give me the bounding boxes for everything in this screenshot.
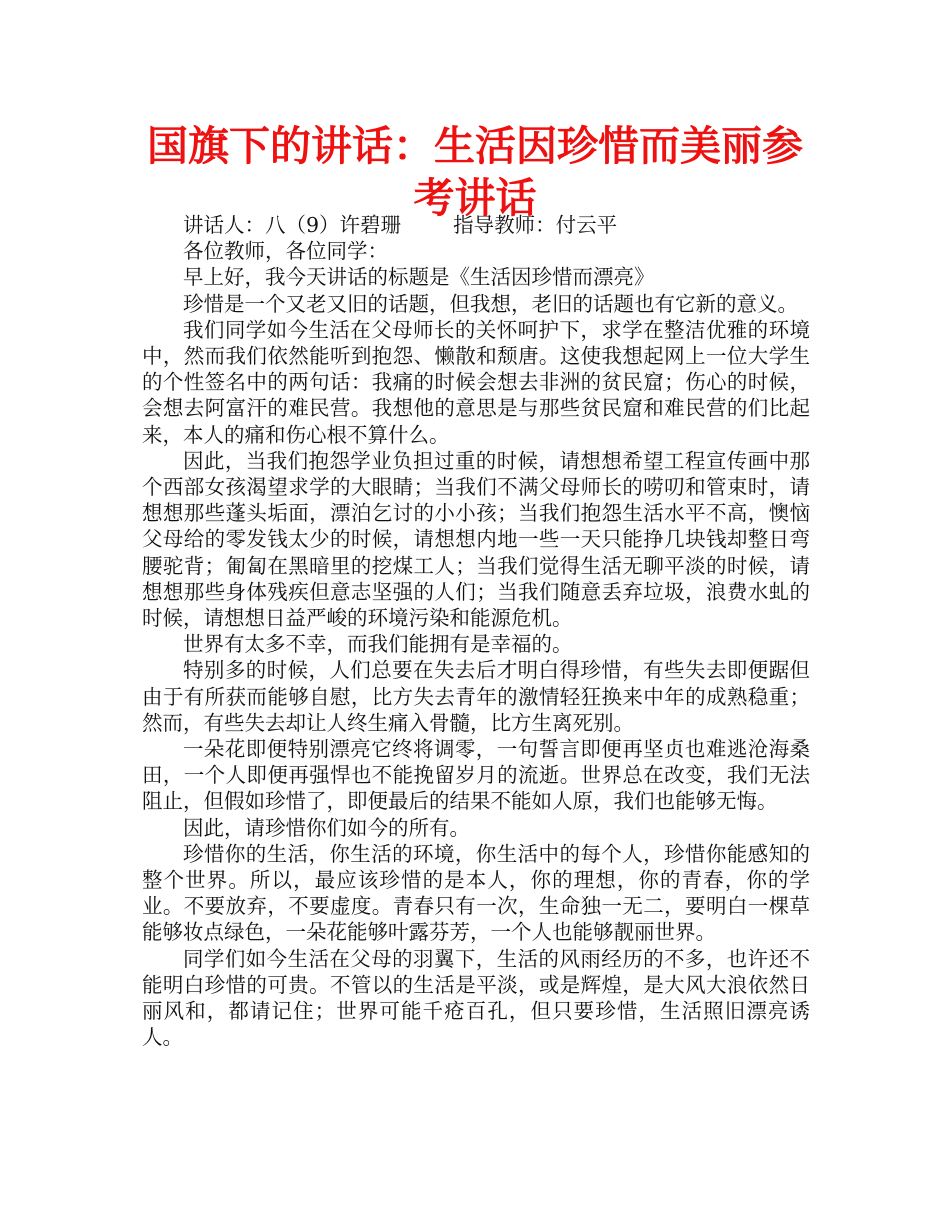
paragraph: 因此，请珍惜你们如今的所有。: [183, 815, 470, 840]
paragraph-salutation: 各位教师，各位同学：: [183, 239, 388, 264]
paragraph: 一朵花即便特别漂亮它终将调零，一句誓言即便再坚贞也难逃沧海桑田，一个人即便再强悍也不能挽留岁月的流逝。世界总在改变，我们无法阻止，但假如珍惜了，即便最后的结果不能如人原，我们也能够无悔。: [142, 737, 810, 814]
paragraph: 珍惜你的生活，你生活的环境，你生活中的每个人，珍惜你能感知的整个世界。所以，最应该珍惜的是本人，你的理想，你的青春，你的学业。不要放弃，不要虚度。青春只有一次，生命独一无二，要明白一棵草能够妆点绿色，一朵花能够叶露芬芳，一个人也能够靓丽世界。: [142, 841, 810, 945]
paragraph: 世界有太多不幸，而我们能拥有是幸福的。: [183, 632, 573, 657]
paragraph: 同学们如今生活在父母的羽翼下，生活的风雨经历的不多，也许还不能明白珍惜的可贵。不管以的生活是平淡，或是辉煌，是大风大浪依然日丽风和，都请记住；世界可能千疮百孔，但只要珍惜，生活照旧漂亮诱人。: [142, 946, 810, 1050]
paragraph: 我们同学如今生活在父母师长的关怀呵护下，求学在整洁优雅的环境中，然而我们依然能听到抱怨、懒散和颓唐。这使我想起网上一位大学生的个性签名中的两句话：我痛的时候会想去非洲的贫民窟；伤心的时候，会想去阿富汗的难民营。我想他的意思是与那些贫民窟和难民营的们比起来，本人的痛和伤心根不算什么。: [142, 317, 810, 447]
byline: 讲话人：八（9）许碧珊 指导教师：付云平: [183, 213, 618, 237]
document-title: 国旗下的讲话：生活因珍惜而美丽参考讲话: [147, 122, 803, 222]
paragraph-greeting: 早上好，我今天讲话的标题是《生活因珍惜而漂亮》: [183, 265, 655, 290]
paragraph: 珍惜是一个又老又旧的话题，但我想，老旧的话题也有它新的意义。: [183, 291, 798, 316]
paragraph: 特别多的时候，人们总要在失去后才明白得珍惜，有些失去即便踞但由于有所获而能够自慰，比方失去青年的激情轻狂换来中年的成熟稳重；然而，有些失去却让人终生痛入骨髓，比方生离死别。: [142, 658, 810, 735]
paragraph: 因此，当我们抱怨学业负担过重的时候，请想想希望工程宣传画中那个西部女孩渴望求学的大眼睛；当我们不满父母师长的唠叨和管束时，请想想那些蓬头垢面，漂泊乞讨的小小孩；当我们抱怨生活水平不高，懊恼父母给的零发钱太少的时候，请想想内地一些一天只能挣几块钱却整日弯腰驼背；匍匐在黑暗里的挖煤工人；当我们觉得生活无聊平淡的时候，请想想那些身体残疾但意志坚强的人们；当我们随意丢弃垃圾，浪费水虬的时候，请想想日益严峻的环境污染和能源危机。: [142, 448, 810, 631]
document-body: [142, 212, 810, 1051]
